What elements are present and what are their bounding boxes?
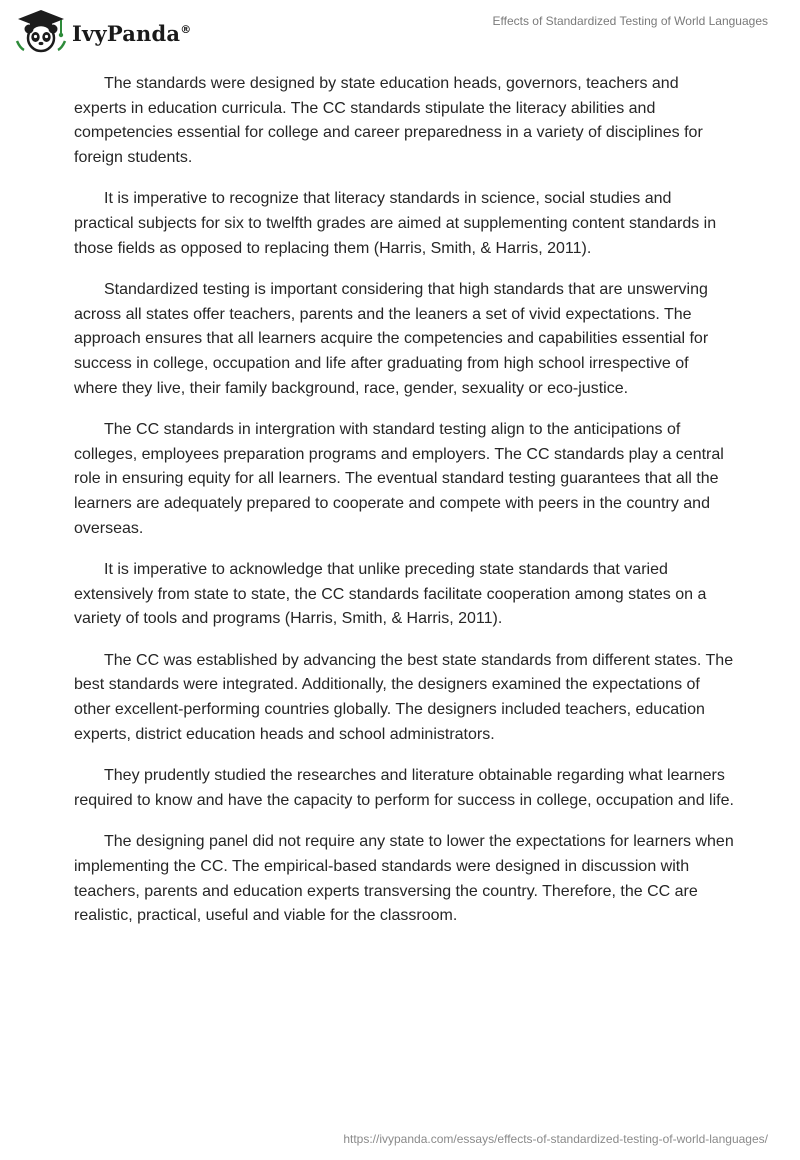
paragraph: The designing panel did not require any state to lower the expectations for learners when implementing the CC. The empirical-based standards were designed in discussion with teachers, parents and education experts transversing the country. Therefore, the CC are realistic, practical, useful and viable for the classroom. (74, 833, 734, 925)
paragraph: The standards were designed by state education heads, governors, teachers and experts in education curricula. The CC standards stipulate the literacy abilities and competencies essential for college and career preparedness in a variety of disciplines for foreign students. (74, 75, 703, 166)
page-header (0, 0, 800, 60)
paragraph: It is imperative to acknowledge that unlike preceding state standards that varied extensively from state to state, the CC standards facilitate cooperation among states on a variety of tools and programs (Harris, Smith, & Harris, 2011). (74, 561, 707, 628)
brand-name: IvyPanda® (72, 20, 192, 46)
registered-mark: ® (180, 22, 192, 36)
essay-body (74, 72, 734, 946)
brand-logo[interactable] (14, 8, 191, 54)
paragraph: Standardized testing is important considering that high standards that are unswerving across all states offer teachers, parents and the leaners a set of vivid expectations. The approach ensures that all learners acquire the competencies and capabilities essential for success in college, occupation and life after graduating from high school irrespective of where they live, their family background, race, gender, sexuality or eco-justice. (74, 281, 709, 397)
paragraph: The CC was established by advancing the best state standards from different states. The best standards were integrated. Additionally, the designers examined the expectations of other excellent-performing countries globally. The designers included teachers, education experts, district education heads and school administrators. (74, 651, 734, 743)
panda-graduate-icon (14, 8, 68, 54)
source-url[interactable]: https://ivypanda.com/essays/effects-of-standardized-testing-of-world-languages/ (343, 1132, 768, 1146)
paragraph: The CC standards in intergration with standard testing align to the anticipations of colleges, employees preparation programs and employers. The CC standards play a central role in ensuring equity for all learners. The eventual standard testing guarantees that all the learners are adequately prepared to cooperate and compete with peers in the country and overseas. (74, 421, 724, 537)
document-title: Effects of Standardized Testing of World Languages (492, 14, 768, 28)
paragraph: It is imperative to recognize that literacy standards in science, social studies and practical subjects for six to twelfth grades are aimed at supplementing content standards in those fields as opposed to replacing them (Harris, Smith, & Harris, 2011). (74, 190, 717, 257)
paragraph: They prudently studied the researches and literature obtainable regarding what learners required to know and have the capacity to perform for success in college, occupation and life. (74, 767, 734, 809)
